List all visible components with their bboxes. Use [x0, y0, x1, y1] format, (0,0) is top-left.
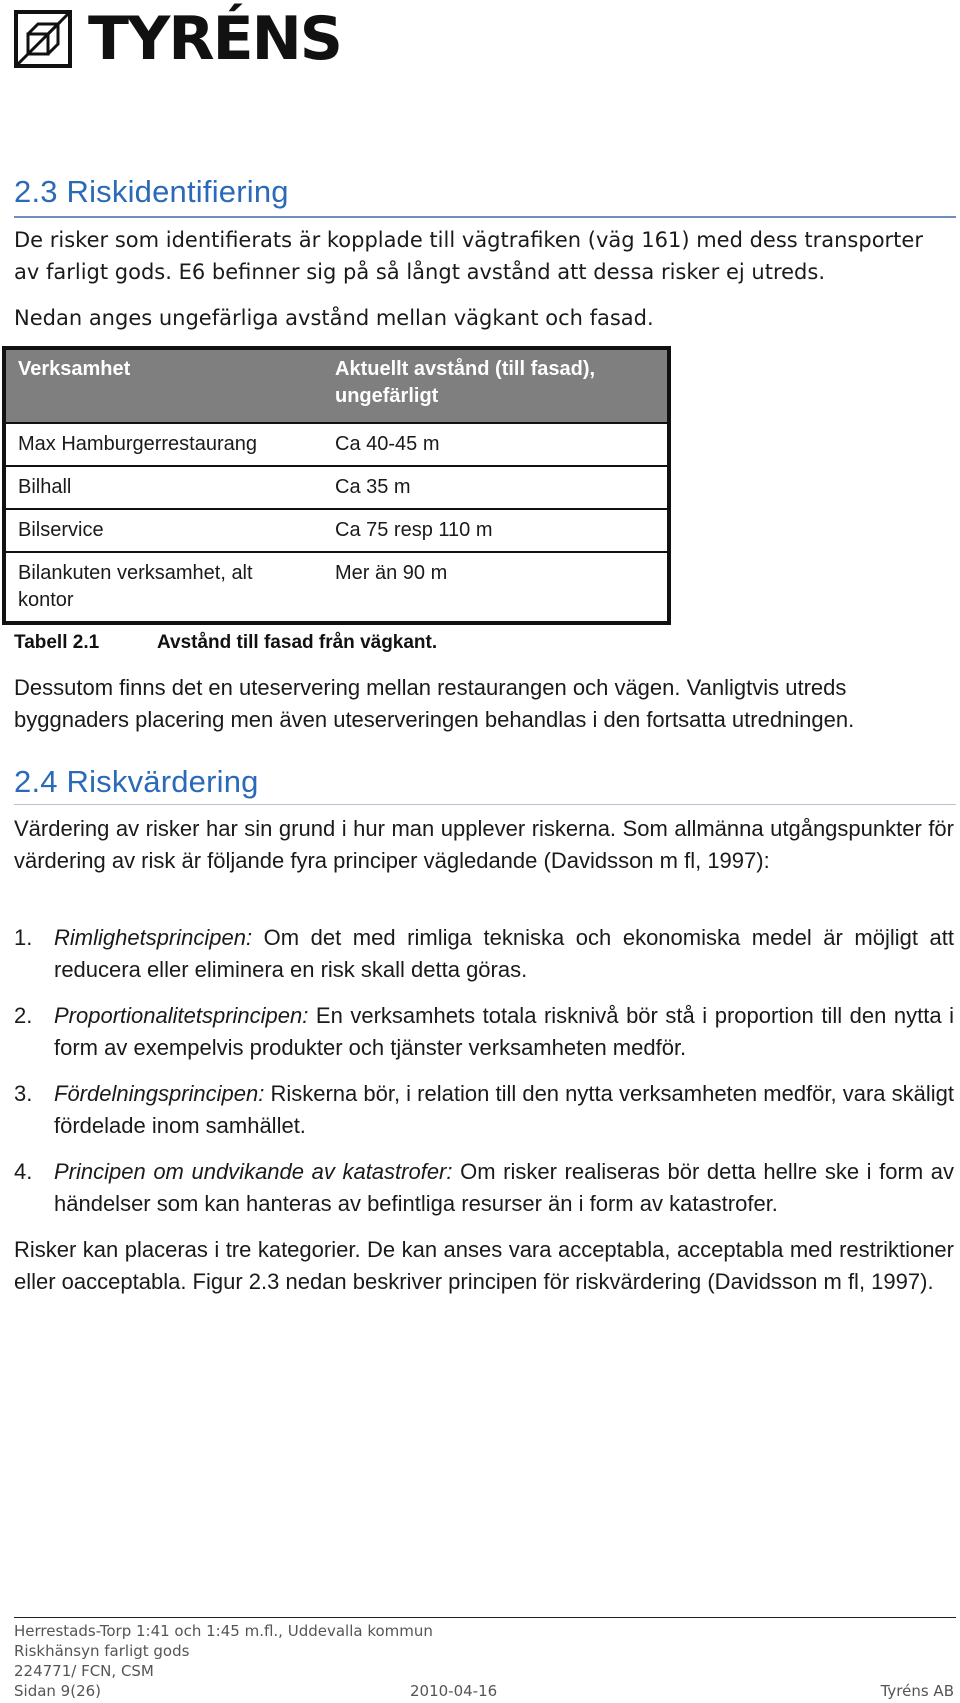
principle-term: Principen om undvikande av katastrofer: — [54, 1159, 453, 1184]
logo-wordmark: TYRÉNS — [88, 4, 341, 74]
heading-rule — [14, 804, 956, 805]
table-row — [4, 466, 669, 509]
column-header-avstand: Aktuellt avstånd (till fasad), ungefärligt — [323, 348, 669, 423]
table-caption — [14, 632, 438, 654]
principle-text: Riskerna bör, i relation till den nytta verksamheten medför, vara skäligt fördelade inom samhället. — [54, 1081, 955, 1138]
paragraph-intro: De risker som identifierats är kopplade till vägtrafiken (väg 161) med dess transporter av farligt gods. E6 befinner sig på så långt avstånd att dessa risker ej utreds. — [14, 228, 923, 284]
principle-term: Proportionalitetsprincipen: — [54, 1003, 309, 1028]
footer-company: Tyréns AB — [880, 1682, 954, 1700]
paragraph-uteservering: Dessutom finns det en uteservering mellan restaurangen och vägen. Vanligtvis utreds byggnaders placering men även uteserveringen behandlas i den fortsatta utredningen. — [14, 675, 855, 732]
heading-rule — [14, 216, 956, 218]
caption-label: Tabell 2.1 — [14, 632, 100, 653]
footer-reference: 224771/ FCN, CSM — [14, 1662, 154, 1680]
table-cell: Max Hamburgerrestaurang — [4, 423, 323, 466]
company-logo — [14, 4, 341, 74]
principle-term: Fördelningsprincipen: — [54, 1081, 265, 1106]
table-row — [4, 509, 669, 552]
list-item — [14, 1000, 954, 1064]
table-cell: Ca 40-45 m — [323, 423, 669, 466]
table-cell: Bilankuten verksamhet, alt kontor — [4, 552, 323, 623]
table-cell: Ca 35 m — [323, 466, 669, 509]
table-header-row — [4, 348, 669, 423]
principle-text: Om det med rimliga tekniska och ekonomiska medel är möjligt att reducera eller eliminera en risk skall detta göras. — [54, 925, 954, 982]
list-number: 1. — [14, 925, 33, 950]
table-row — [4, 552, 669, 623]
table-cell: Ca 75 resp 110 m — [323, 509, 669, 552]
paragraph-closing: Risker kan placeras i tre kategorier. De kan anses vara acceptabla, acceptabla med restriktioner eller oacceptabla. Figur 2.3 nedan beskriver principen för riskvärdering (Davidsson m fl, 1997). — [14, 1237, 954, 1294]
list-item — [14, 922, 954, 986]
paragraph-table-intro: Nedan anges ungefärliga avstånd mellan vägkant och fasad. — [14, 306, 654, 330]
column-header-verksamhet: Verksamhet — [4, 348, 323, 423]
paragraph-riskvardering-intro: Värdering av risker har sin grund i hur man upplever riskerna. Som allmänna utgångspunkter för värdering av risk är följande fyra principer vägledande (Davidsson m fl, 1997): — [14, 816, 954, 873]
list-number: 4. — [14, 1159, 33, 1184]
principle-text: En verksamhets totala risknivå bör stå i proportion till den nytta i form av exempelvis produkter och tjänster verksamheten medför. — [54, 1003, 954, 1060]
list-number: 3. — [14, 1081, 33, 1106]
table-row — [4, 423, 669, 466]
distance-table — [2, 346, 671, 625]
footer-rule — [14, 1617, 956, 1618]
logo-mark-icon — [14, 10, 72, 68]
footer-page-number: Sidan 9(26) — [14, 1682, 102, 1700]
table-cell: Bilservice — [4, 509, 323, 552]
footer-project: Herrestads-Torp 1:41 och 1:45 m.fl., Uddevalla kommun — [14, 1622, 433, 1640]
table-cell: Mer än 90 m — [323, 552, 669, 623]
caption-text: Avstånd till fasad från vägkant. — [157, 632, 438, 653]
list-item — [14, 1078, 954, 1142]
list-item — [14, 1156, 954, 1220]
footer-title: Riskhänsyn farligt gods — [14, 1642, 190, 1660]
table-cell: Bilhall — [4, 466, 323, 509]
list-number: 2. — [14, 1003, 33, 1028]
section-heading-2-4: 2.4 Riskvärdering — [14, 764, 259, 799]
principle-term: Rimlighetsprincipen: — [54, 925, 253, 950]
footer-date: 2010-04-16 — [410, 1682, 498, 1700]
principle-text: Om risker realiseras bör detta hellre ske i form av händelser som kan hanteras av befintliga resurser än i form av katastrofer. — [54, 1159, 954, 1216]
section-heading-2-3: 2.3 Riskidentifiering — [14, 174, 289, 209]
